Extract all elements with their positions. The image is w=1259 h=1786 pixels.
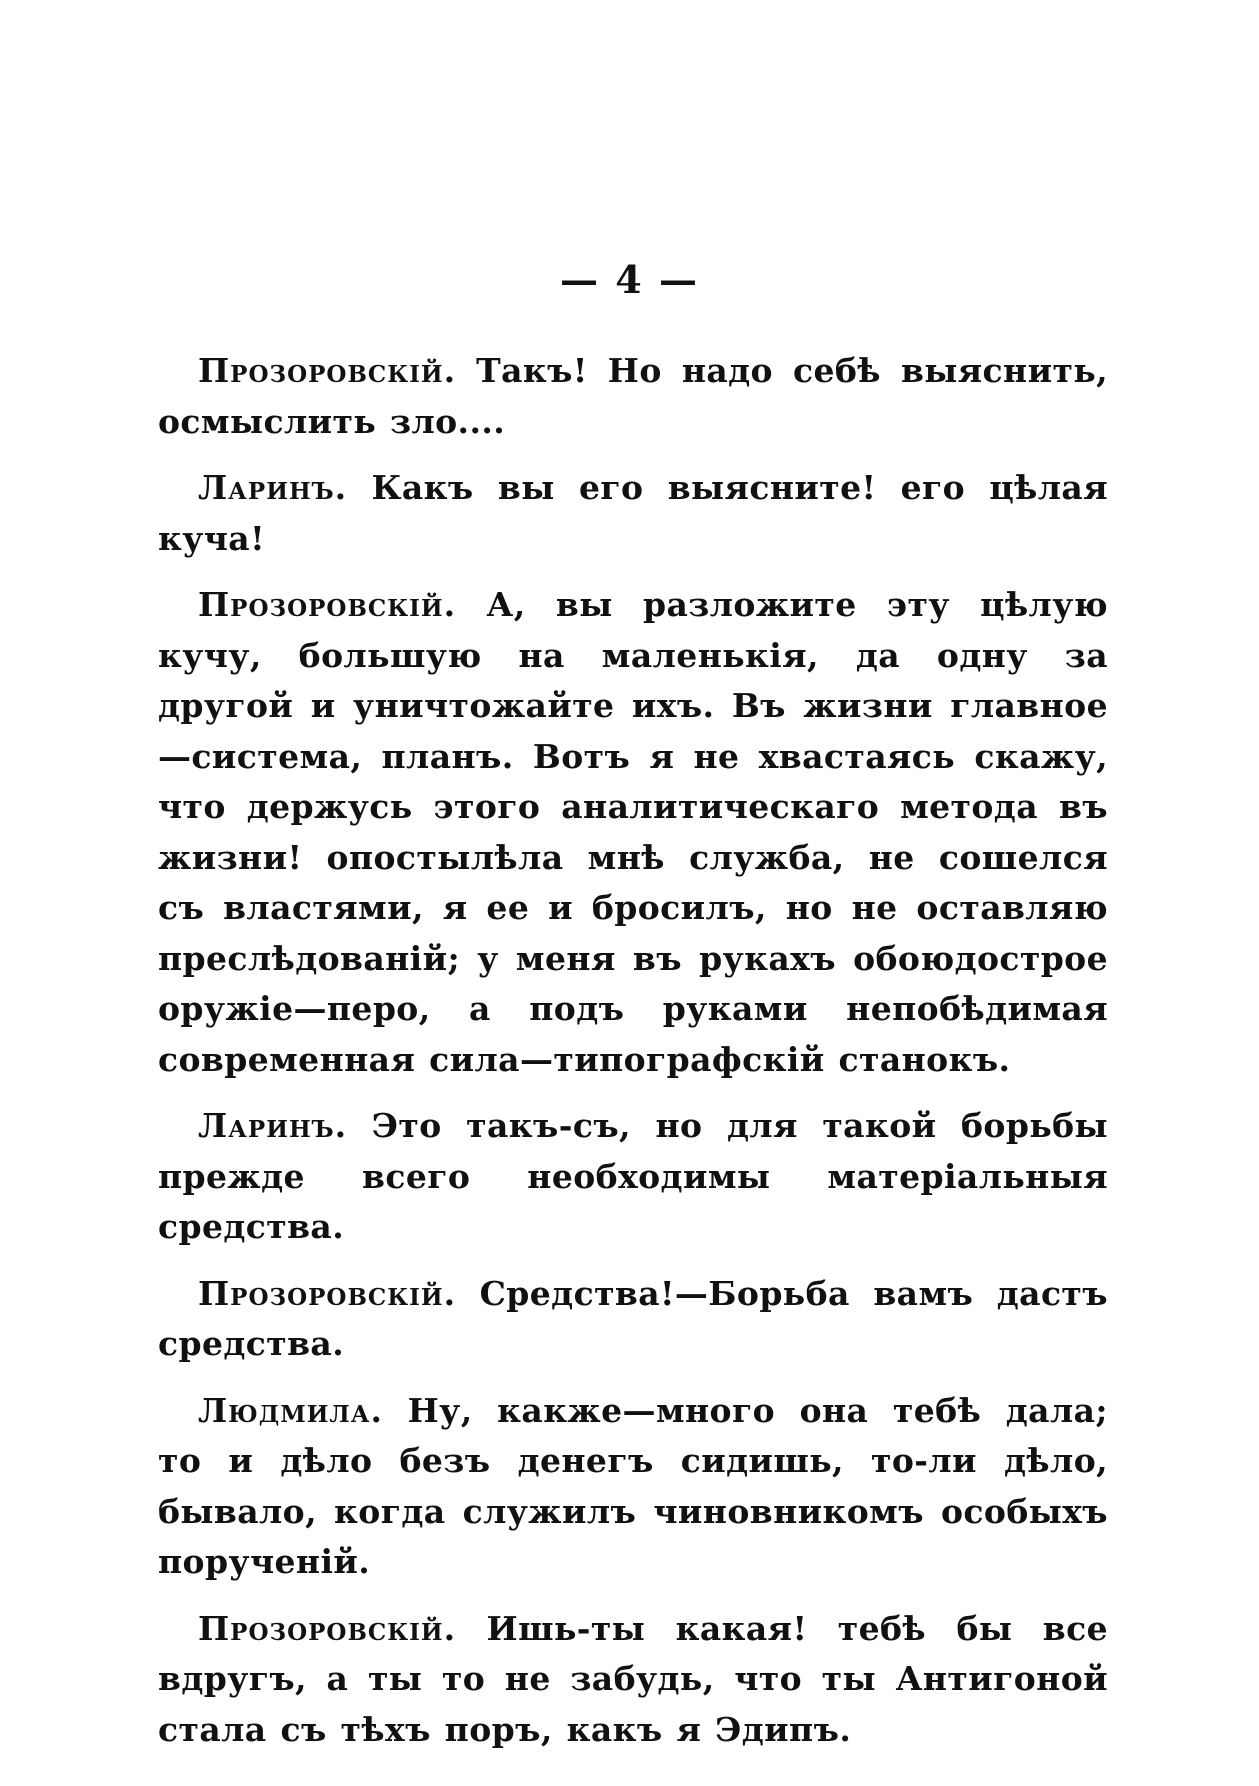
dialogue-line xyxy=(158,346,1108,447)
speaker-name: Прозоровскій. xyxy=(198,1273,457,1313)
dialogue-speech: Ну, какже—много она тебѣ дала; то и дѣло безъ денегъ сидишь, то-ли дѣло, бывало, когда служилъ чиновникомъ особыхъ порученій. xyxy=(158,1390,1108,1581)
dialogue-speech: Какъ вы его выясните! его цѣлая куча! xyxy=(158,468,1108,558)
dialogue-speech: А, вы разложите эту цѣлую кучу, большую на маленькія, да одну за другой и уничтожайте ихъ. Въ жизни главное—система, планъ. Вотъ я не хвастаясь скажу, что держусь этого аналитическаго метода въ жизни! опостылѣла мнѣ служба, не сошелся съ властями, я ее и бросилъ, но не оставляю преслѣдованій; у меня въ рукахъ обоюдострое оружіе—перо, а подъ руками непобѣдимая современная сила—типографскій станокъ. xyxy=(158,585,1108,1079)
dialogue-line xyxy=(158,1604,1108,1756)
speaker-name: Прозоровскій. xyxy=(198,585,457,624)
dialogue-text xyxy=(158,346,1108,1771)
dialogue-line xyxy=(158,1101,1108,1253)
dialogue-speech: Средства!—Борьба вамъ дастъ средства. xyxy=(158,1273,1108,1363)
page-number: — 4 — xyxy=(560,257,699,302)
speaker-name: Прозоровскій. xyxy=(198,351,457,390)
dialogue-speech: Это такъ-съ, но для такой борьбы прежде всего необходимы матеріальныя средства. xyxy=(158,1106,1109,1246)
dialogue-line xyxy=(158,580,1108,1085)
speaker-name: Ларинъ. xyxy=(198,1106,348,1145)
speaker-name: Людмила. xyxy=(198,1390,383,1430)
dialogue-line xyxy=(158,1269,1108,1370)
dialogue-speech: Ишь-ты какая! тебѣ бы все вдругъ, а ты то не забудь, что ты Антигоной стала съ тѣхъ поръ, какъ я Эдипъ. xyxy=(158,1608,1108,1749)
speaker-name: Ларинъ. xyxy=(198,468,348,507)
dialogue-line xyxy=(158,463,1108,564)
speaker-name: Прозоровскій. xyxy=(198,1608,457,1648)
dialogue-speech: Такъ! Но надо себѣ выяснить, осмыслить зло.... xyxy=(158,351,1108,441)
dialogue-line xyxy=(158,1386,1108,1588)
